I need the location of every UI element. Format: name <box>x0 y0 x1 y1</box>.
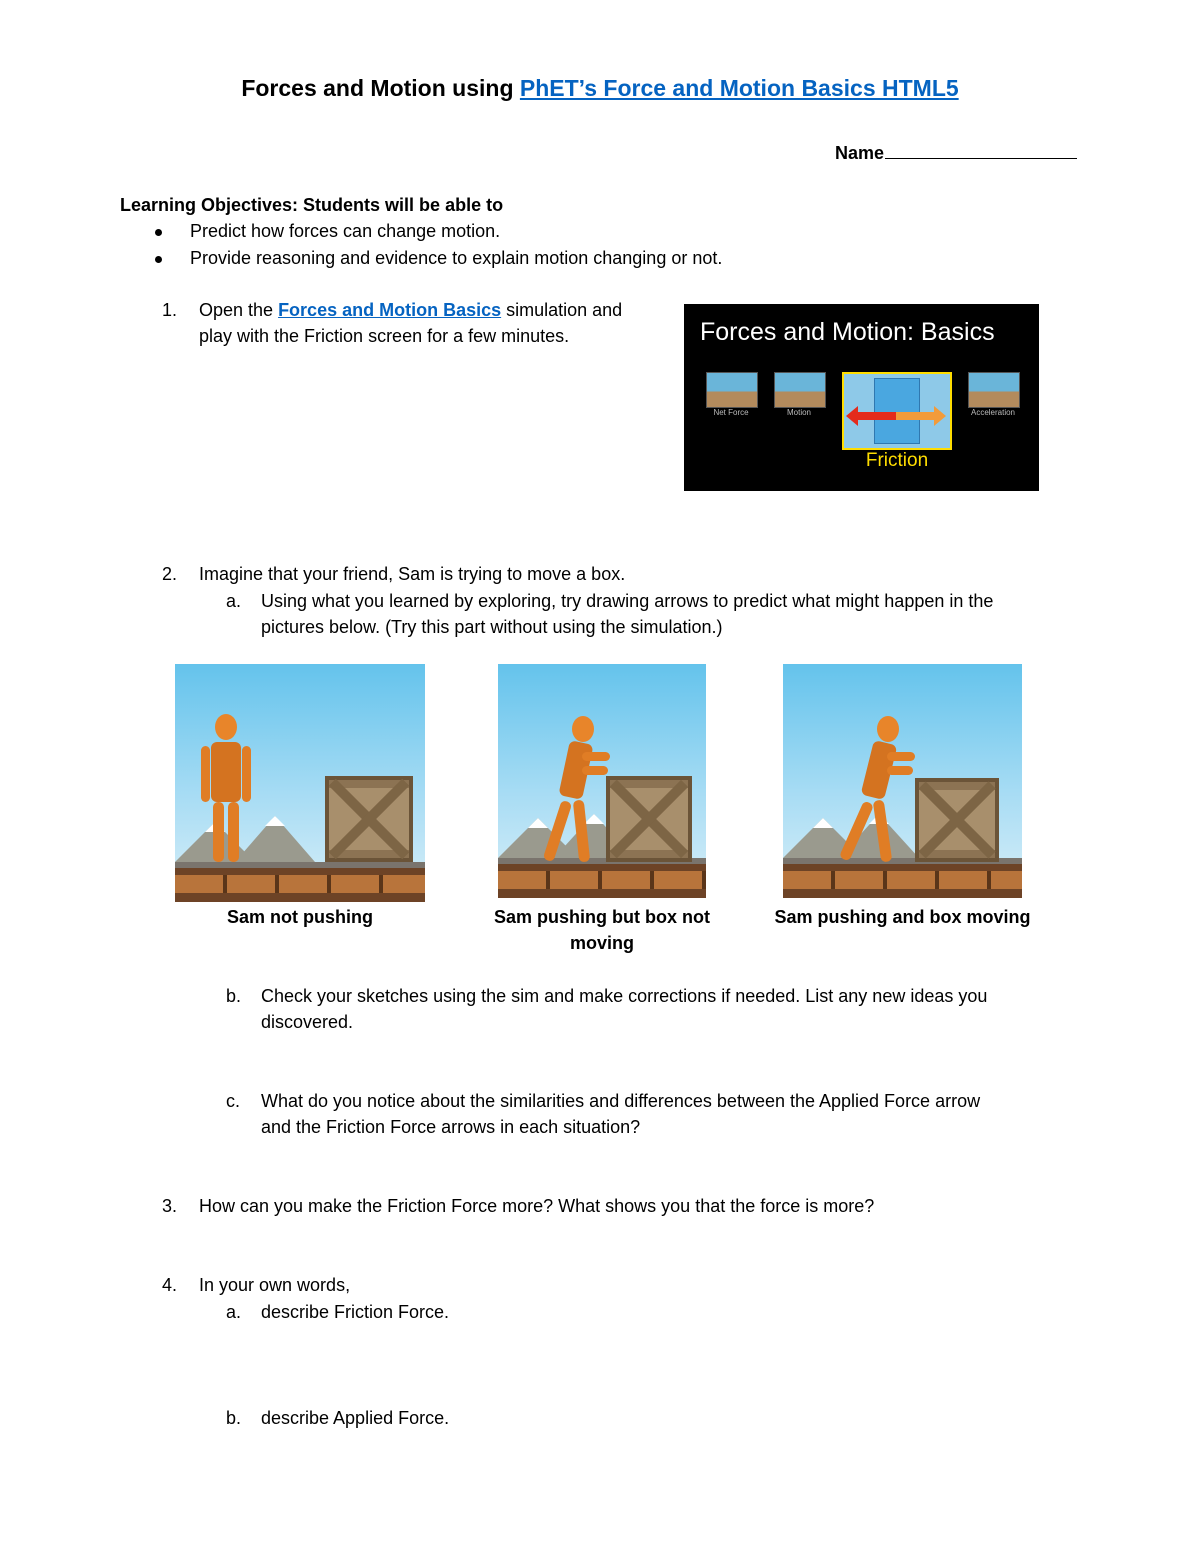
q3-text: How can you make the Friction Force more? What shows you that the force is more? <box>199 1196 875 1216</box>
q4b-letter: b. <box>226 1408 242 1428</box>
phet-screen-friction-selected <box>842 372 952 450</box>
phet-selected-label: Friction <box>865 450 929 471</box>
q2a-letter: a. <box>226 591 242 611</box>
phet-screen-motion <box>774 372 826 408</box>
crate-icon <box>325 776 413 862</box>
name-blank[interactable] <box>885 142 1077 159</box>
crate-icon <box>606 776 692 862</box>
crate-icon <box>915 778 999 862</box>
phet-screen-net-force <box>706 372 758 408</box>
q4a-letter: a. <box>226 1302 242 1322</box>
title-prefix: Forces and Motion using <box>241 75 520 101</box>
scene-not-pushing <box>175 664 425 902</box>
phet-screen-label: Motion <box>786 408 811 417</box>
q1-link[interactable]: Forces and Motion Basics <box>278 300 502 320</box>
scene-pushing-moving <box>783 664 1022 898</box>
bullet-icon <box>155 256 162 263</box>
phet-title: Forces and Motion: Basics <box>700 318 995 346</box>
phet-screen-label: Net Force <box>713 408 749 417</box>
q2-text: Imagine that your friend, Sam is trying to move a box. <box>199 564 626 584</box>
q2b-letter: b. <box>226 986 242 1006</box>
caption-pushing-moving: Sam pushing and box moving <box>774 907 1031 927</box>
q4-number: 4. <box>162 1275 178 1295</box>
phet-screen-acceleration <box>968 372 1020 408</box>
caption-pushing-not-moving: Sam pushing but box not moving <box>494 907 710 953</box>
objectives-heading: Learning Objectives: Students will be able to <box>120 195 504 215</box>
name-label: Name <box>835 143 885 163</box>
q1-text: Open the Forces and Motion Basics simulation and play with the Friction screen for a few minutes. <box>199 300 623 346</box>
q4a-text: describe Friction Force. <box>261 1302 450 1322</box>
q3-number: 3. <box>162 1196 178 1216</box>
q4b-text: describe Applied Force. <box>261 1408 450 1428</box>
title-link[interactable]: PhET’s Force and Motion Basics HTML5 <box>519 75 959 101</box>
phet-screenshot <box>684 304 1039 491</box>
q1-number: 1. <box>162 300 178 320</box>
phet-screen-label: Acceleration <box>970 408 1016 417</box>
q4-text: In your own words, <box>199 1275 351 1295</box>
q2c-letter: c. <box>226 1091 241 1111</box>
q2b-text: Check your sketches using the sim and make corrections if needed. List any new ideas you discovered. <box>261 986 988 1032</box>
bullet-icon <box>155 229 162 236</box>
q2c-text: What do you notice about the similarities and differences between the Applied Force arrow and the Friction Force arrows in each situation? <box>261 1091 981 1137</box>
name-field <box>835 142 1077 164</box>
q2a-text: Using what you learned by exploring, try drawing arrows to predict what might happen in the pictures below. (Try this part without using the simulation.) <box>261 591 994 637</box>
scene-pushing-not-moving <box>498 664 706 898</box>
page-title <box>0 75 1200 102</box>
caption-not-pushing: Sam not pushing <box>227 907 373 927</box>
q2-number: 2. <box>162 564 178 584</box>
